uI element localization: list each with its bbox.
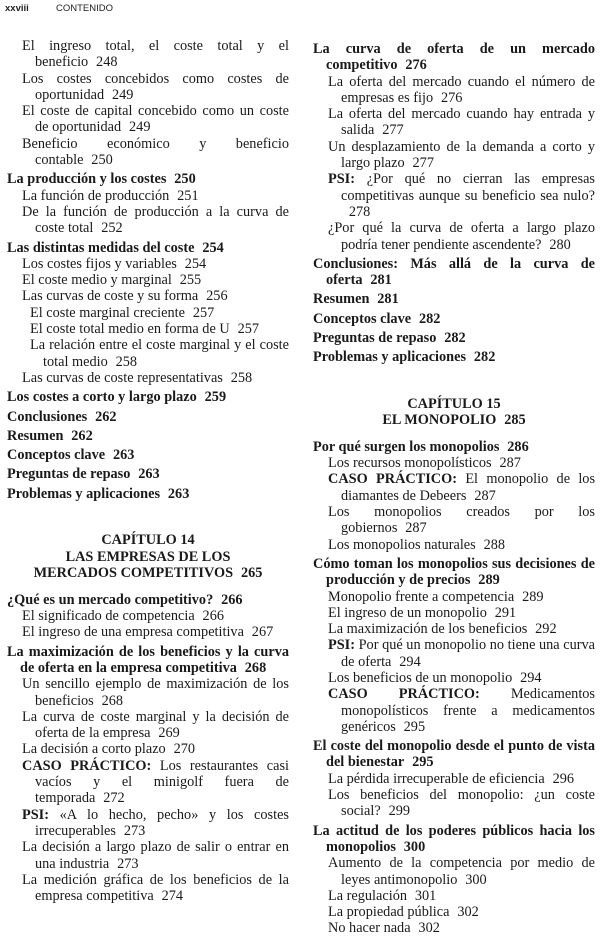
toc-column-left — [7, 38, 289, 904]
toc-entry[interactable] — [7, 608, 289, 624]
toc-entry[interactable] — [7, 188, 289, 204]
page-reference[interactable]: 250 — [91, 152, 113, 169]
toc-section[interactable] — [313, 738, 595, 771]
toc-entry[interactable] — [7, 709, 289, 742]
page-reference[interactable]: 256 — [206, 288, 228, 305]
entry-title[interactable]: Las distintas medidas del coste — [7, 239, 195, 256]
chapter-heading — [313, 396, 595, 429]
toc-section[interactable] — [7, 592, 289, 608]
page-reference[interactable]: 287 — [405, 520, 427, 537]
toc-entry[interactable] — [7, 872, 289, 905]
toc-entry[interactable] — [7, 839, 289, 872]
entry-title[interactable]: Los beneficios de un monopolio — [328, 669, 513, 686]
toc-entry[interactable] — [313, 686, 595, 735]
entry-title[interactable]: «A lo hecho, pecho» y los costes irrecuperables — [35, 806, 289, 839]
entry-title[interactable]: Aumento de la competencia por medio de leyes antimonopolio — [328, 855, 595, 888]
toc-entry[interactable] — [7, 676, 289, 709]
page-reference[interactable]: 262 — [95, 408, 117, 425]
page-reference[interactable]: 257 — [192, 304, 215, 321]
page-reference[interactable]: 277 — [382, 122, 404, 139]
toc-entry[interactable] — [313, 589, 595, 605]
page-reference[interactable]: 268 — [101, 692, 124, 709]
page-reference[interactable]: 300 — [403, 838, 426, 855]
entry-title[interactable]: Conclusiones: Más allá de la curva de oferta — [313, 255, 595, 289]
entry-title[interactable]: La decisión a corto plazo — [22, 741, 166, 758]
toc-entry[interactable] — [313, 220, 595, 253]
page-reference[interactable]: 258 — [230, 369, 253, 386]
page-reference[interactable]: 282 — [444, 330, 466, 347]
entry-label-prefix: PSI: — [328, 637, 356, 654]
page-reference[interactable]: 259 — [204, 389, 227, 406]
entry-title[interactable]: Las curvas de coste y su forma — [22, 288, 199, 305]
toc-entry[interactable] — [313, 771, 595, 787]
entry-title[interactable]: Problemas y aplicaciones — [313, 349, 467, 366]
toc-entry[interactable] — [7, 103, 289, 136]
entry-title[interactable]: La producción y los costes — [7, 171, 167, 188]
toc-entry[interactable] — [7, 370, 289, 386]
page-reference[interactable]: 302 — [418, 920, 440, 937]
entry-title[interactable]: Conclusiones — [7, 408, 88, 425]
page-reference[interactable]: 280 — [549, 236, 571, 253]
entry-title[interactable]: ¿Por qué la curva de oferta a largo plazo podría tener pendiente ascendente? — [328, 220, 595, 253]
page-reference[interactable]: 268 — [244, 659, 267, 676]
page-reference[interactable]: 258 — [115, 353, 138, 370]
page-reference[interactable]: 263 — [167, 485, 190, 502]
entry-label-prefix: PSI: — [22, 806, 50, 823]
entry-title[interactable]: Los costes fijos y variables — [22, 255, 177, 272]
toc-entry[interactable] — [313, 621, 595, 637]
page-reference[interactable]: 257 — [237, 321, 260, 338]
toc-entry[interactable] — [313, 787, 595, 820]
toc-section[interactable] — [313, 556, 595, 589]
entry-title[interactable]: Por qué surgen los monopolios — [313, 438, 500, 455]
entry-title[interactable]: De la función de producción a la curva de coste total — [22, 203, 289, 237]
page-reference[interactable]: 269 — [158, 725, 180, 742]
entry-title[interactable]: Resumen — [7, 427, 64, 444]
page-reference[interactable]: 274 — [161, 888, 184, 905]
chapter-title-line — [7, 549, 289, 582]
entry-title[interactable]: Los monopolios creados por los gobiernos — [328, 504, 595, 537]
toc-section[interactable] — [7, 240, 289, 256]
entry-title[interactable]: El coste marginal creciente — [30, 304, 185, 321]
entry-title[interactable]: La oferta del mercado cuando hay entrada y salida — [328, 106, 595, 139]
toc-section[interactable] — [313, 41, 595, 74]
entry-title[interactable]: Preguntas de repaso — [7, 466, 131, 483]
entry-title[interactable]: El significado de competencia — [22, 608, 195, 625]
chapter-label: CAPÍTULO 14 — [101, 532, 195, 549]
entry-title[interactable]: La relación entre el coste marginal y el coste total medio — [30, 337, 289, 370]
toc-section[interactable] — [313, 349, 595, 365]
page-reference[interactable]: 250 — [174, 171, 196, 188]
toc-entry[interactable] — [7, 624, 289, 640]
entry-title[interactable]: La medición gráfica de los beneficios de la empresa competitiva — [22, 871, 289, 905]
toc-entry[interactable] — [7, 71, 289, 104]
chapter-title[interactable]: LAS EMPRESAS DE LOS MERCADOS COMPETITIVOS — [33, 548, 234, 582]
entry-title[interactable]: El ingreso total, el coste total y el beneficio — [22, 38, 289, 71]
page-reference[interactable]: 286 — [507, 438, 529, 455]
page-reference[interactable]: 249 — [129, 119, 151, 136]
entry-title[interactable]: El monopolio de los diamantes de Debeers — [341, 471, 596, 504]
page-reference[interactable]: 266 — [221, 591, 243, 608]
page-reference[interactable]: 251 — [177, 187, 199, 204]
page-reference[interactable]: 276 — [405, 57, 427, 74]
toc-entry[interactable] — [313, 504, 595, 537]
toc-entry[interactable] — [313, 920, 595, 936]
page-reference[interactable]: 255 — [179, 272, 202, 289]
entry-title[interactable]: Los costes a corto y largo plazo — [7, 389, 197, 406]
toc-entry[interactable] — [313, 670, 595, 686]
entry-title[interactable]: Conceptos clave — [7, 447, 106, 464]
page-reference[interactable]: 287 — [499, 455, 521, 472]
toc-entry[interactable] — [7, 741, 289, 757]
toc-entry[interactable] — [7, 758, 289, 807]
entry-label-prefix: CASO PRÁCTICO: — [22, 757, 152, 774]
entry-title[interactable]: Por qué un monopolio no tiene una curva de oferta — [341, 637, 595, 670]
page-reference[interactable]: 299 — [388, 803, 411, 820]
entry-title[interactable]: Conceptos clave — [313, 310, 412, 327]
entry-title[interactable]: Un desplazamiento de la demanda a corto y largo plazo — [328, 138, 595, 172]
page-reference[interactable]: 252 — [101, 220, 123, 237]
toc-entry[interactable] — [313, 455, 595, 471]
page-reference[interactable]: 291 — [494, 604, 517, 621]
entry-title[interactable]: El ingreso de un monopolio — [328, 604, 487, 621]
entry-title[interactable]: Preguntas de repaso — [313, 330, 437, 347]
toc-entry[interactable] — [7, 305, 289, 321]
page-reference[interactable]: 294 — [520, 669, 542, 686]
toc-section[interactable] — [313, 439, 595, 455]
toc-section[interactable] — [313, 256, 595, 289]
page-reference[interactable]: 289 — [478, 572, 500, 589]
page-reference[interactable]: 277 — [412, 155, 434, 172]
page-reference[interactable]: 270 — [173, 741, 196, 758]
entry-title[interactable]: Beneficio económico y beneficio contable — [22, 135, 289, 169]
page-reference[interactable]: 294 — [399, 653, 421, 670]
toc-entry[interactable] — [7, 272, 289, 288]
page-reference[interactable]: 282 — [418, 310, 441, 327]
entry-title[interactable]: La propiedad pública — [328, 904, 450, 921]
entry-title[interactable]: Los beneficios del monopolio: ¿un coste social? — [328, 787, 595, 820]
page-reference[interactable]: 267 — [251, 624, 274, 641]
toc-entry[interactable] — [313, 74, 595, 107]
toc-section[interactable] — [7, 389, 289, 405]
page-reference[interactable]: 295 — [403, 718, 426, 735]
toc-section[interactable] — [7, 486, 289, 502]
toc-section[interactable] — [313, 823, 595, 856]
toc-section[interactable] — [7, 428, 289, 444]
entry-label-prefix: PSI: — [328, 171, 356, 188]
page-reference[interactable]: 273 — [123, 822, 146, 839]
page-reference[interactable]: 254 — [184, 255, 207, 272]
toc-entry[interactable] — [7, 136, 289, 169]
entry-title[interactable]: La curva de oferta de un mercado competitivo — [313, 41, 595, 74]
entry-title[interactable]: Cómo toman los monopolios sus decisiones de producción y de precios — [313, 555, 595, 589]
entry-title[interactable]: ¿Por qué no cierran las empresas competitivas aunque su beneficio sea nulo? — [341, 171, 595, 204]
toc-section[interactable] — [7, 644, 289, 677]
page-reference[interactable]: 289 — [522, 588, 544, 605]
toc-entry[interactable] — [313, 855, 595, 888]
page-reference[interactable]: 285 — [504, 412, 526, 429]
entry-title[interactable]: La maximización de los beneficios y la curva de oferta en la empresa competitiva — [7, 643, 289, 676]
toc-section[interactable] — [7, 447, 289, 463]
running-title: CONTENIDO — [56, 3, 113, 14]
toc-section[interactable] — [7, 171, 289, 187]
entry-title[interactable]: La curva de coste marginal y la decisión de oferta de la empresa — [22, 708, 289, 742]
toc-entry[interactable] — [7, 288, 289, 304]
entry-title[interactable]: La actitud de los poderes públicos hacia los monopolios — [313, 822, 595, 855]
entry-title[interactable]: Resumen — [313, 291, 370, 308]
page-reference[interactable]: 302 — [457, 904, 479, 921]
page-reference[interactable]: 281 — [377, 291, 399, 308]
page-reference[interactable]: 262 — [71, 427, 93, 444]
entry-title[interactable]: La pérdida irrecuperable de eficiencia — [328, 770, 545, 787]
entry-title[interactable]: El coste del monopolio desde el punto de vista del bienestar — [313, 738, 595, 771]
page-reference[interactable]: 301 — [414, 887, 437, 904]
page-reference[interactable]: 263 — [112, 447, 135, 464]
toc-entry[interactable] — [313, 637, 595, 670]
toc-section[interactable] — [313, 330, 595, 346]
entry-label-prefix: CASO PRÁCTICO: — [328, 686, 480, 703]
toc-entry[interactable] — [313, 537, 595, 553]
toc-column-right — [313, 38, 595, 937]
entry-title[interactable]: La maximización de los beneficios — [328, 621, 528, 638]
entry-title[interactable]: La regulación — [328, 887, 407, 904]
toc-section[interactable] — [313, 311, 595, 327]
entry-title[interactable]: ¿Qué es un mercado competitivo? — [7, 591, 214, 608]
running-header — [5, 3, 113, 14]
page-reference[interactable]: 249 — [111, 86, 134, 103]
page-reference[interactable]: 282 — [473, 349, 496, 366]
page-reference[interactable]: 281 — [370, 272, 392, 289]
toc-entry[interactable] — [7, 38, 289, 71]
page-reference[interactable]: 265 — [240, 565, 263, 582]
entry-title[interactable]: La decisión a largo plazo de salir o entrar en una industria — [22, 839, 289, 872]
page-reference[interactable]: 248 — [96, 54, 118, 71]
toc-entry[interactable] — [7, 204, 289, 237]
page-reference[interactable]: 288 — [483, 536, 506, 553]
toc-section[interactable] — [313, 291, 595, 307]
entry-title[interactable]: La función de producción — [22, 187, 170, 204]
entry-title[interactable]: Los costes concebidos como costes de oportunidad — [22, 70, 289, 103]
entry-title[interactable]: No hacer nada — [328, 920, 411, 937]
entry-title[interactable]: El coste medio y marginal — [22, 272, 172, 289]
entry-title[interactable]: El coste de capital concebido como un coste de oportunidad — [22, 103, 289, 136]
chapter-title-line — [313, 412, 595, 429]
page-reference[interactable]: 296 — [552, 770, 575, 787]
toc-entry[interactable] — [313, 605, 595, 621]
entry-title[interactable]: Los monopolios naturales — [328, 536, 476, 553]
toc-entry[interactable] — [313, 139, 595, 172]
page-reference[interactable]: 254 — [202, 239, 224, 256]
page-reference[interactable]: 295 — [412, 754, 434, 771]
toc-entry[interactable] — [7, 256, 289, 272]
toc-entry[interactable] — [313, 171, 595, 220]
page-number: xxviii — [5, 3, 29, 14]
toc-entry[interactable] — [313, 888, 595, 904]
entry-title[interactable]: Problemas y aplicaciones — [7, 485, 161, 502]
chapter-label: CAPÍTULO 15 — [407, 395, 501, 412]
entry-title[interactable]: Los restaurantes casi vacíos y el minigolf fuera de temporada — [35, 757, 289, 807]
entry-label-prefix: CASO PRÁCTICO: — [328, 471, 458, 488]
page-reference[interactable]: 273 — [117, 855, 139, 872]
entry-title[interactable]: El coste total medio en forma de U — [30, 321, 230, 338]
page-reference[interactable]: 278 — [348, 203, 371, 220]
page-reference[interactable]: 272 — [103, 790, 125, 807]
page-reference[interactable]: 287 — [474, 487, 496, 504]
toc-entry[interactable] — [7, 807, 289, 840]
entry-title[interactable]: Los recursos monopolísticos — [328, 455, 492, 472]
entry-title[interactable]: Monopolio frente a competencia — [328, 588, 515, 605]
toc-section[interactable] — [7, 466, 289, 482]
page-reference[interactable]: 292 — [535, 621, 557, 638]
chapter-title[interactable]: EL MONOPOLIO — [382, 412, 497, 429]
entry-title[interactable]: Medicamentos monopolísticos frente a medicamentos genéricos — [341, 686, 595, 735]
page-reference[interactable]: 263 — [138, 466, 160, 483]
page-reference[interactable]: 266 — [202, 608, 224, 625]
toc-section[interactable] — [7, 409, 289, 425]
entry-title[interactable]: Un sencillo ejemplo de maximización de los beneficios — [22, 676, 289, 709]
chapter-heading — [7, 532, 289, 582]
toc-entry[interactable] — [313, 471, 595, 504]
entry-title[interactable]: Las curvas de coste representativas — [22, 369, 223, 386]
entry-title[interactable]: La oferta del mercado cuando el número de empresas es fijo — [328, 73, 595, 106]
entry-title[interactable]: El ingreso de una empresa competitiva — [22, 624, 244, 641]
page-reference[interactable]: 300 — [465, 871, 487, 888]
toc-entry[interactable] — [313, 106, 595, 139]
toc-entry[interactable] — [313, 904, 595, 920]
toc-entry[interactable] — [7, 321, 289, 337]
toc-entry[interactable] — [7, 337, 289, 370]
page-reference[interactable]: 276 — [440, 89, 463, 106]
